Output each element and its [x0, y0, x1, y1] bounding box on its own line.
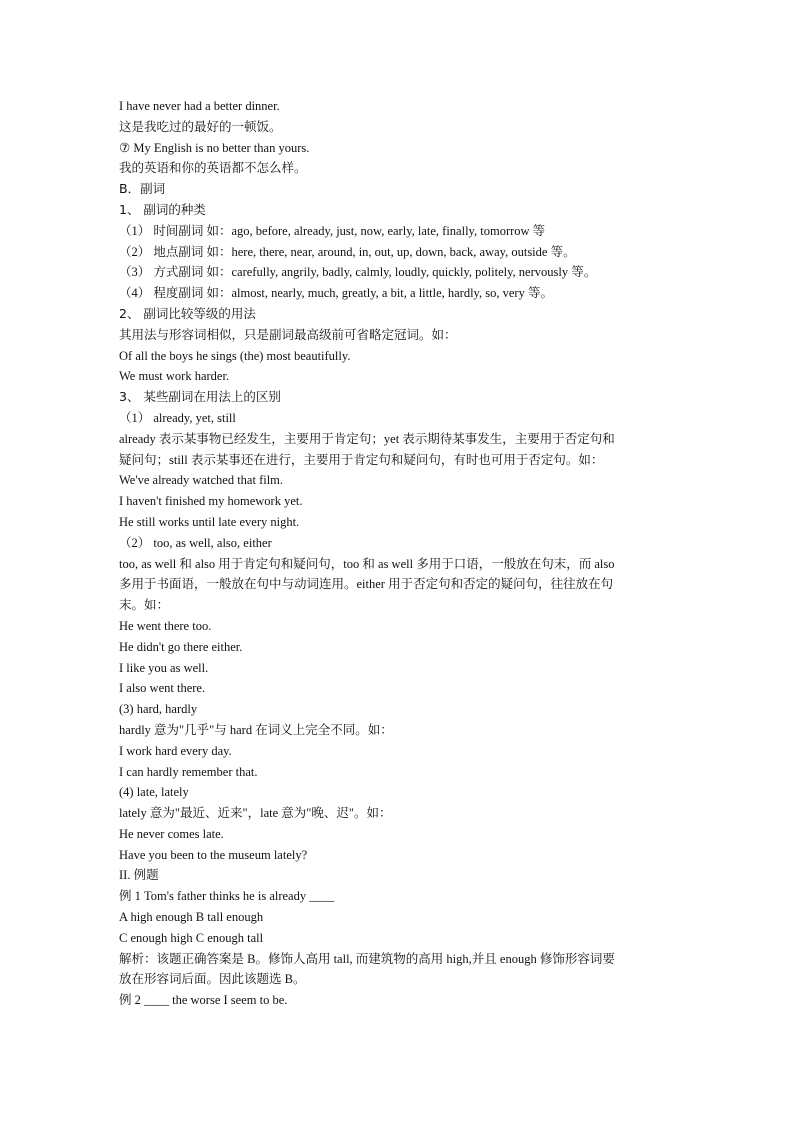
text-line: 其用法与形容词相似，只是副词最高级前可省略定冠词。如： [119, 326, 457, 342]
example-sentence: He went there too. [119, 618, 212, 633]
example-sentence: We must work harder. [119, 369, 230, 384]
example-sentence: I work hard every day. [119, 743, 232, 758]
subsection-heading: 2、 副词比较等级的用法 [119, 305, 256, 321]
text-line: ⑦ My English is no better than yours. [119, 140, 310, 155]
text-line: (4) late, lately [119, 785, 189, 800]
answer-options: A high enough B tall enough [119, 910, 264, 925]
text-line: （2） too, as well, also, either [119, 535, 272, 550]
text-line: 多用于书面语，一般放在句中与动词连用。either 用于否定句和否定的疑问句，往往放在句 [119, 577, 614, 592]
example-sentence: I like you as well. [119, 660, 209, 675]
subsection-heading: 3、 某些副词在用法上的区别 [119, 389, 281, 405]
text-line: 解析：该题正确答案是 B。修饰人高用 tall, 而建筑物的高用 high,并且 enough 修饰形容词要 [119, 951, 615, 966]
text-line: 末。如： [119, 597, 170, 613]
example-sentence: I can hardly remember that. [119, 764, 258, 779]
example-sentence: Of all the boys he sings (the) most beautifully. [119, 348, 351, 363]
text-line: （3） 方式副词 如：carefully, angrily, badly, calmly, loudly, quickly, politely, nervously 等。 [119, 265, 597, 280]
document-body [119, 96, 684, 1011]
text-line: 疑问句；still 表示某事还在进行，主要用于肯定句和疑问句，有时也可用于否定句。如： [119, 452, 604, 467]
example-sentence: We've already watched that film. [119, 473, 284, 488]
example-sentence: I haven't finished my homework yet. [119, 494, 303, 509]
text-line: 放在形容词后面。因此该题选 B。 [119, 972, 306, 987]
text-line: lately 意为"最近、近来"，late 意为"晚、迟"。如： [119, 806, 392, 821]
text-line: (3) hard, hardly [119, 702, 198, 717]
text-line: （1） 时间副词 如：ago, before, already, just, now, early, late, finally, tomorrow 等 [119, 223, 546, 238]
example-sentence: I also went there. [119, 681, 206, 696]
section-heading: B．副词 [119, 181, 166, 197]
text-line: I have never had a better dinner. [119, 99, 280, 113]
question-line: 例 2 ____ the worse I seem to be. [119, 993, 288, 1008]
text-line: （2） 地点副词 如：here, there, near, around, in, out, up, down, back, away, outside 等。 [119, 244, 576, 259]
text-line: hardly 意为"几乎"与 hard 在词义上完全不同。如： [119, 722, 393, 737]
subsection-heading: 1、 副词的种类 [119, 201, 206, 217]
example-sentence: He still works until late every night. [119, 514, 300, 529]
text-line: already 表示某事物已经发生，主要用于肯定句；yet 表示期待某事发生，主要用于否定句和 [119, 431, 615, 446]
text-line: （4） 程度副词 如：almost, nearly, much, greatly, a bit, a little, hardly, so, very 等。 [119, 286, 553, 301]
example-sentence: Have you been to the museum lately? [119, 847, 308, 862]
question-line: 例 1 Tom's father thinks he is already ____ [119, 889, 335, 904]
example-sentence: He didn't go there either. [119, 639, 243, 654]
section-heading: II. 例题 [119, 868, 159, 883]
text-line: 这是我吃过的最好的一顿饭。 [119, 118, 282, 134]
text-line: （1） already, yet, still [119, 410, 236, 425]
text-line: too, as well 和 also 用于肯定句和疑问句，too 和 as well 多用于口语，一般放在句末，而 also [119, 556, 615, 571]
answer-options: C enough high C enough tall [119, 930, 264, 945]
example-sentence: He never comes late. [119, 826, 224, 841]
text-line: 我的英语和你的英语都不怎么样。 [119, 160, 307, 176]
